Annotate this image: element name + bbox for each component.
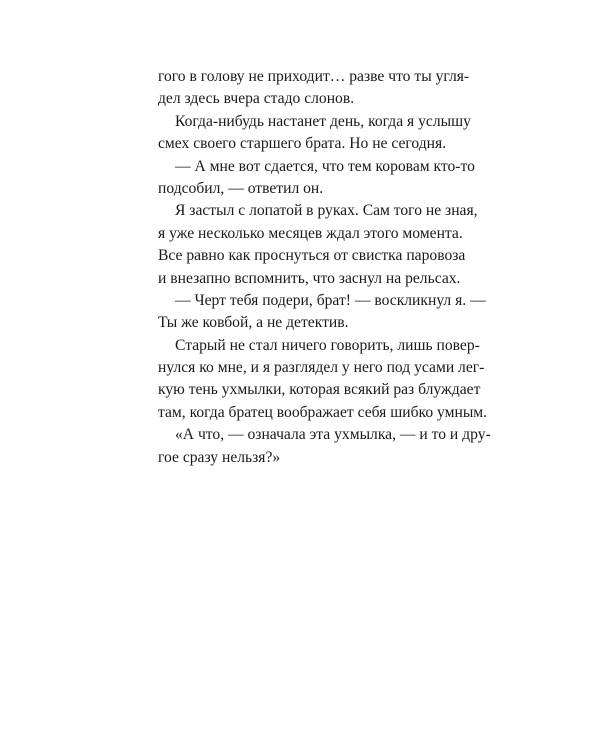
paragraph-first-line: — Черт тебя подери, брат! — воскликнул я. —	[175, 291, 486, 309]
text-line: Ты же ковбой, а не детектив.	[158, 314, 349, 332]
paragraph-first-line: Я застыл с лопатой в руках. Сам того не зная,	[175, 202, 478, 220]
text-line: гого в голову не приходит… разве что ты угля-	[158, 68, 470, 85]
paragraph-first-line: Старый не стал ничего говорить, лишь повер-	[175, 336, 480, 354]
text-line: Все равно как проснуться от свистка паровоза	[158, 247, 466, 265]
text-line: кую тень ухмылки, которая всякий раз блуждает	[158, 381, 481, 399]
text-line: гое сразу нельзя?»	[158, 448, 281, 466]
text-line: там, когда братец воображает себя шибко умным.	[158, 403, 488, 421]
page-text-block	[158, 66, 491, 469]
text-line: и внезапно вспомнить, что заснул на рельсах.	[158, 269, 461, 287]
text-line: нулся ко мне, и я разглядел у него под усами лег-	[158, 359, 485, 377]
paragraph-first-line: Когда-нибудь настанет день, когда я услышу	[175, 112, 471, 130]
text-line: дел здесь вчера стадо слонов.	[158, 90, 355, 108]
text-line: я уже несколько месяцев ждал этого момента.	[158, 224, 463, 242]
text-line: смех своего старшего брата. Но не сегодня.	[158, 135, 447, 153]
paragraph-first-line: «А что, — означала эта ухмылка, — и то и дру-	[175, 426, 491, 444]
paragraph-first-line: — А мне вот сдается, что тем коровам кто-то	[175, 157, 475, 175]
text-line: подсобил, — ответил он.	[158, 179, 324, 197]
